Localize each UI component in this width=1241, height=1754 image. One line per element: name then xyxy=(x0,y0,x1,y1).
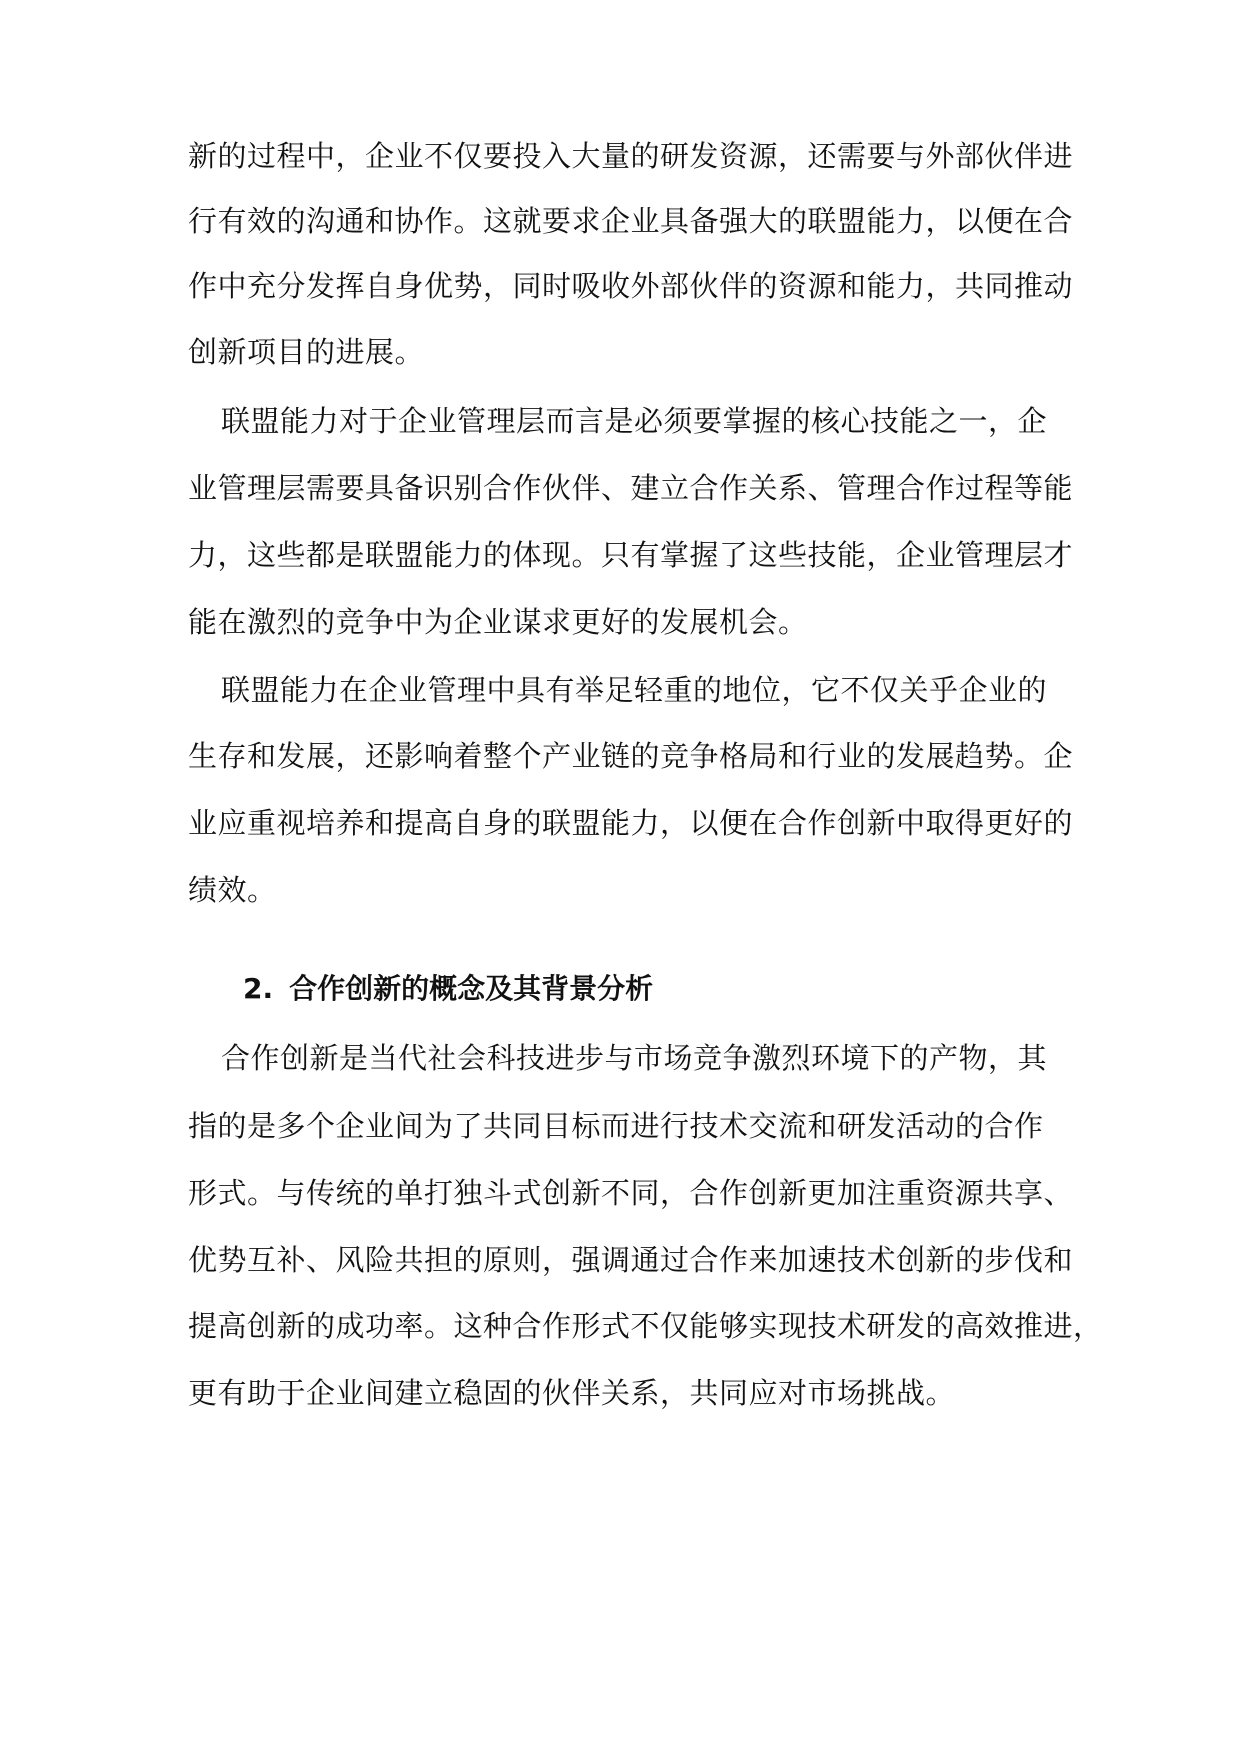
section-number: 2. xyxy=(243,972,274,1005)
body-text-line: 提高创新的成功率。这种合作形式不仅能够实现技术研发的高效推进， xyxy=(188,1309,1103,1343)
body-text-line: 行有效的沟通和协作。这就要求企业具备强大的联盟能力，以便在合 xyxy=(188,204,1074,238)
section-title: 合作创新的概念及其背景分析 xyxy=(289,972,654,1005)
body-text-line: 绩效。 xyxy=(188,873,277,907)
body-text-line: 合作创新是当代社会科技进步与市场竞争激烈环境下的产物，其 xyxy=(221,1041,1048,1075)
body-text-line: 联盟能力在企业管理中具有举足轻重的地位，它不仅关乎企业的 xyxy=(221,673,1048,707)
body-text-line: 更有助于企业间建立稳固的伙伴关系，共同应对市场挑战。 xyxy=(188,1376,956,1410)
body-text-line: 形式。与传统的单打独斗式创新不同，合作创新更加注重资源共享、 xyxy=(188,1176,1074,1210)
body-text-line: 业应重视培养和提高自身的联盟能力，以便在合作创新中取得更好的 xyxy=(188,806,1074,840)
body-text-line: 生存和发展，还影响着整个产业链的竞争格局和行业的发展趋势。企 xyxy=(188,739,1074,773)
body-text-line: 业管理层需要具备识别合作伙伴、建立合作关系、管理合作过程等能 xyxy=(188,471,1074,505)
section-heading xyxy=(243,969,653,1009)
body-text-line: 作中充分发挥自身优势，同时吸收外部伙伴的资源和能力，共同推动 xyxy=(188,269,1074,303)
body-text-line: 指的是多个企业间为了共同目标而进行技术交流和研发活动的合作 xyxy=(188,1109,1044,1143)
body-text-line: 优势互补、风险共担的原则，强调通过合作来加速技术创新的步伐和 xyxy=(188,1243,1074,1277)
body-text-line: 能在激烈的竞争中为企业谋求更好的发展机会。 xyxy=(188,605,808,639)
body-text-line: 联盟能力对于企业管理层而言是必须要掌握的核心技能之一，企 xyxy=(221,404,1048,438)
body-text-line: 创新项目的进展。 xyxy=(188,335,425,369)
body-text-line: 新的过程中，企业不仅要投入大量的研发资源，还需要与外部伙伴进 xyxy=(188,139,1074,173)
body-text-line: 力，这些都是联盟能力的体现。只有掌握了这些技能，企业管理层才 xyxy=(188,538,1074,572)
